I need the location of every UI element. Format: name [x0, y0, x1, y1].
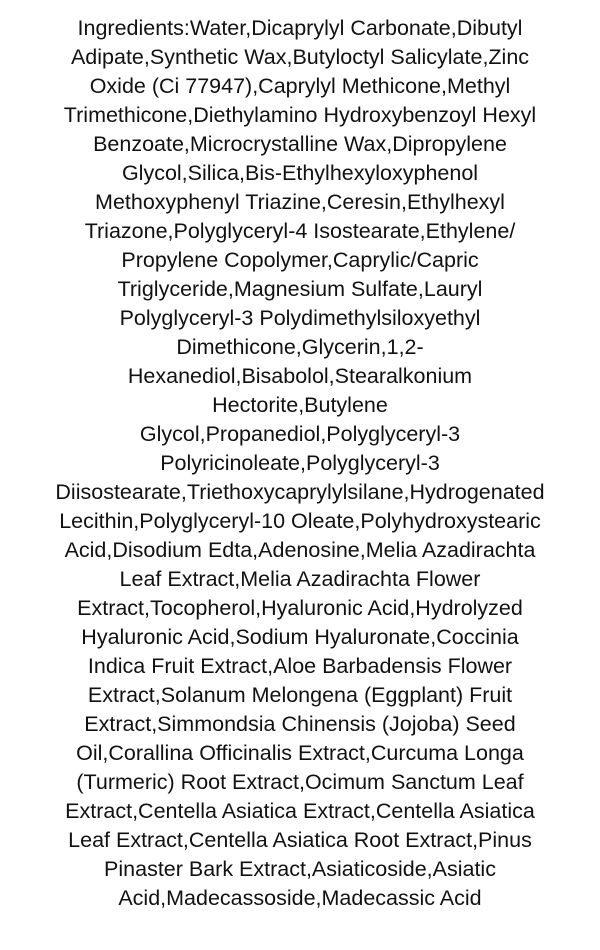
ingredient-line: Methoxyphenyl Triazine,Ceresin,Ethylhexyl — [95, 190, 505, 214]
ingredient-line: Extract,Tocopherol,Hyaluronic Acid,Hydrolyzed — [77, 596, 523, 620]
ingredient-line: Hyaluronic Acid,Sodium Hyaluronate,Coccinia — [81, 625, 519, 649]
ingredient-line: Benzoate,Microcrystalline Wax,Dipropylene — [93, 132, 507, 156]
ingredient-line: Lecithin,Polyglyceryl-10 Oleate,Polyhydroxystearic — [59, 509, 541, 533]
ingredient-line: Trimethicone,Diethylamino Hydroxybenzoyl Hexyl — [63, 103, 537, 127]
ingredient-line: Glycol,Silica,Bis-Ethylhexyloxyphenol — [121, 161, 479, 185]
ingredient-line: Polyricinoleate,Polyglyceryl-3 — [160, 451, 440, 475]
ingredient-line: Pinaster Bark Extract,Asiaticoside,Asiatic — [104, 857, 496, 881]
ingredient-line: Oxide (Ci 77947),Caprylyl Methicone,Methyl — [89, 74, 511, 98]
ingredient-line: Triglyceride,Magnesium Sulfate,Lauryl — [117, 277, 483, 301]
ingredient-line: Extract,Solanum Melongena (Eggplant) Fruit — [87, 683, 513, 707]
ingredient-line: Ingredients:Water,Dicaprylyl Carbonate,Dibutyl — [77, 16, 523, 40]
ingredient-line: Acid,Disodium Edta,Adenosine,Melia Azadirachta — [64, 538, 536, 562]
ingredient-line: Dimethicone,Glycerin,1,2- — [176, 335, 424, 359]
ingredient-line: Propylene Copolymer,Caprylic/Capric — [121, 248, 479, 272]
ingredient-line: Hexanediol,Bisabolol,Stearalkonium — [127, 364, 473, 388]
ingredient-line: Leaf Extract,Centella Asiatica Root Extract,Pinus — [68, 828, 532, 852]
ingredients-list — [0, 14, 600, 913]
ingredient-line: Oil,Corallina Officinalis Extract,Curcuma Longa — [76, 741, 524, 765]
ingredient-line: Extract,Centella Asiatica Extract,Centella Asiatica — [65, 799, 535, 823]
ingredient-line: Acid,Madecassoside,Madecassic Acid — [118, 886, 482, 910]
ingredient-line: Triazone,Polyglyceryl-4 Isostearate,Ethylene/ — [84, 219, 516, 243]
ingredient-line: Adipate,Synthetic Wax,Butyloctyl Salicylate,Zinc — [70, 45, 530, 69]
ingredient-line: Extract,Simmondsia Chinensis (Jojoba) Seed — [84, 712, 516, 736]
ingredient-line: Polyglyceryl-3 Polydimethylsiloxyethyl — [119, 306, 481, 330]
ingredient-line: Hectorite,Butylene — [212, 393, 388, 417]
ingredient-line: Diisostearate,Triethoxycaprylylsilane,Hydrogenated — [55, 480, 545, 504]
ingredient-line: Indica Fruit Extract,Aloe Barbadensis Flower — [87, 654, 513, 678]
ingredient-line: Leaf Extract,Melia Azadirachta Flower — [119, 567, 481, 591]
ingredient-line: Glycol,Propanediol,Polyglyceryl-3 — [139, 422, 461, 446]
ingredient-line: (Turmeric) Root Extract,Ocimum Sanctum Leaf — [76, 770, 524, 794]
